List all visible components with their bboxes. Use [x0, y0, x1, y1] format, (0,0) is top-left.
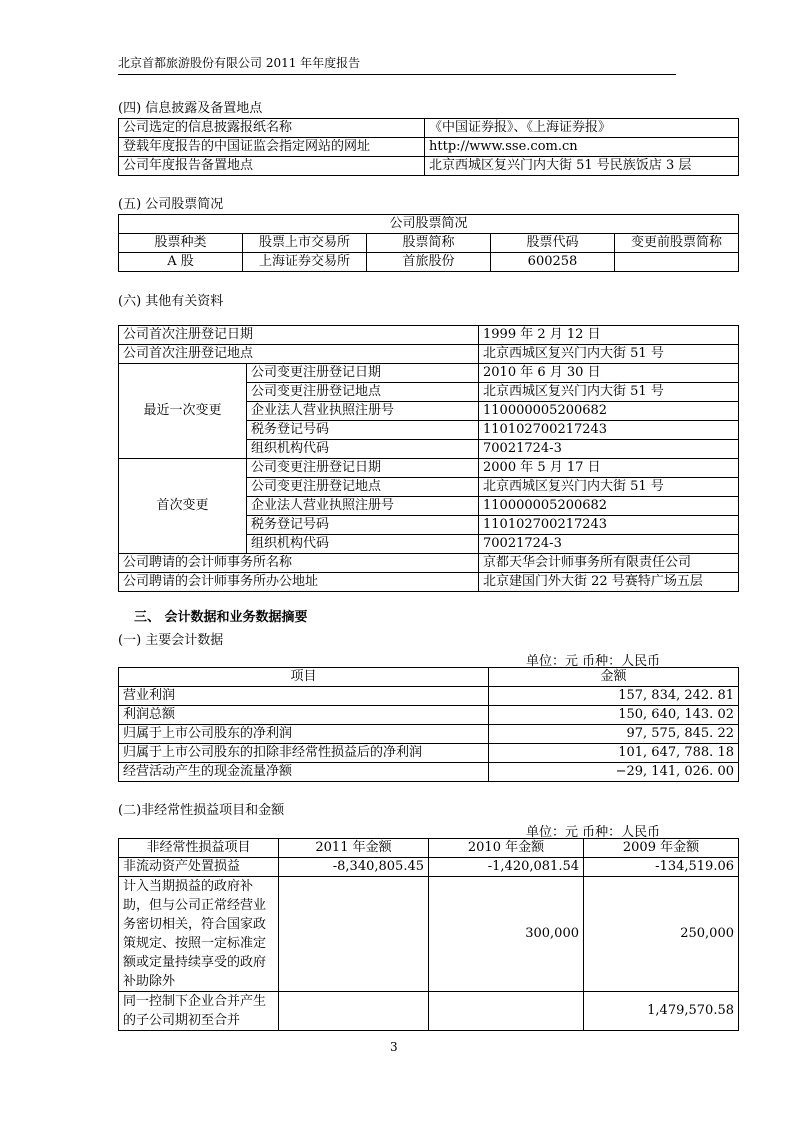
disclosure-value: http://www.sse.com.cn: [425, 138, 739, 157]
auditor-label: 公司聘请的会计师事务所名称: [119, 554, 479, 573]
unit-note-2: 单位：元 币种：人民币: [526, 825, 661, 840]
non-recurring-heading: (二)非经常性损益项目和金额: [118, 803, 285, 818]
amount-2009: 250,000: [584, 877, 739, 992]
change-value: 北京西城区复兴门内大街 51 号: [479, 478, 739, 497]
non-recurring-table: [118, 838, 739, 1031]
change-value: 110102700217243: [479, 516, 739, 535]
section-4-heading: (四) 信息披露及备置地点: [118, 101, 263, 116]
stock-type: A 股: [119, 253, 243, 272]
col-header: 非经常性损益项目: [119, 839, 279, 858]
table-row: [119, 253, 739, 272]
table-row: [119, 157, 739, 176]
col-header: 金额: [489, 668, 739, 687]
stock-table: [118, 214, 739, 272]
reg-addr-value: 北京西城区复兴门内大街 51 号: [479, 345, 739, 364]
amount-cell: 101, 647, 788. 18: [489, 744, 739, 763]
amount-2010: -1,420,081.54: [429, 858, 584, 877]
section-6-heading: (六) 其他有关资料: [118, 294, 224, 309]
amount-cell: 150, 640, 143. 02: [489, 706, 739, 725]
section-3-heading: 三、 会计数据和业务数据摘要: [134, 610, 308, 625]
amount-2011: [279, 992, 429, 1031]
change-value: 2010 年 6 月 30 日: [479, 364, 739, 383]
table-row: [119, 119, 739, 138]
col-header: 2010 年金额: [429, 839, 584, 858]
disclosure-label: 公司选定的信息披露报纸名称: [119, 119, 425, 138]
table-row: [119, 138, 739, 157]
latest-change-group: 最近一次变更: [119, 364, 247, 459]
reg-date-label: 公司首次注册登记日期: [119, 326, 479, 345]
change-value: 70021724-3: [479, 535, 739, 554]
amount-cell: 97, 575, 845. 22: [489, 725, 739, 744]
item-cell: 同一控制下企业合并产生的子公司期初至合并: [119, 992, 279, 1031]
change-value: 2000 年 5 月 17 日: [479, 459, 739, 478]
auditor-addr-value: 北京建国门外大街 22 号赛特广场五层: [479, 573, 739, 592]
stock-previous-name: [615, 253, 739, 272]
col-header: 股票简称: [367, 234, 491, 253]
change-label: 组织机构代码: [247, 440, 479, 459]
col-header: 变更前股票简称: [615, 234, 739, 253]
amount-2009: 1,479,570.58: [584, 992, 739, 1031]
first-change-group: 首次变更: [119, 459, 247, 554]
col-header: 2009 年金额: [584, 839, 739, 858]
amount-cell: 157, 834, 242. 81: [489, 687, 739, 706]
report-header: 北京首都旅游股份有限公司 2011 年年度报告: [118, 56, 361, 70]
change-label: 公司变更注册登记日期: [247, 459, 479, 478]
amount-2010: 300,000: [429, 877, 584, 992]
amount-2010: [429, 992, 584, 1031]
table-row: [119, 364, 739, 383]
table-header-row: [119, 839, 739, 858]
item-cell: 非流动资产处置损益: [119, 858, 279, 877]
stock-code: 600258: [491, 253, 615, 272]
disclosure-table: [118, 118, 739, 176]
table-row: [119, 763, 739, 782]
table-row: [119, 326, 739, 345]
stock-exchange: 上海证券交易所: [243, 253, 367, 272]
change-value: 110000005200682: [479, 497, 739, 516]
table-title-row: [119, 215, 739, 234]
disclosure-value: 《中国证券报》、《上海证券报》: [425, 119, 739, 138]
change-label: 企业法人营业执照注册号: [247, 497, 479, 516]
main-data-heading: (一) 主要会计数据: [118, 633, 224, 648]
table-row: [119, 345, 739, 364]
table-row: [119, 858, 739, 877]
change-label: 公司变更注册登记地点: [247, 478, 479, 497]
page-number: 3: [390, 1040, 398, 1054]
change-label: 税务登记号码: [247, 516, 479, 535]
reg-addr-label: 公司首次注册登记地点: [119, 345, 479, 364]
stock-table-title: 公司股票简况: [119, 215, 739, 234]
item-cell: 归属于上市公司股东的净利润: [119, 725, 489, 744]
table-header-row: [119, 234, 739, 253]
auditor-addr-label: 公司聘请的会计师事务所办公地址: [119, 573, 479, 592]
change-value: 北京西城区复兴门内大街 51 号: [479, 383, 739, 402]
table-row: [119, 744, 739, 763]
change-value: 70021724-3: [479, 440, 739, 459]
col-header: 股票种类: [119, 234, 243, 253]
col-header: 股票上市交易所: [243, 234, 367, 253]
registration-table: [118, 325, 739, 592]
stock-short-name: 首旅股份: [367, 253, 491, 272]
item-cell: 利润总额: [119, 706, 489, 725]
col-header: 项目: [119, 668, 489, 687]
disclosure-value: 北京西城区复兴门内大街 51 号民族饭店 3 层: [425, 157, 739, 176]
table-row: [119, 554, 739, 573]
change-label: 税务登记号码: [247, 421, 479, 440]
table-row: [119, 687, 739, 706]
change-value: 110000005200682: [479, 402, 739, 421]
amount-cell: −29, 141, 026. 00: [489, 763, 739, 782]
table-row: [119, 725, 739, 744]
section-5-heading: (五) 公司股票简况: [118, 197, 224, 212]
change-value: 110102700217243: [479, 421, 739, 440]
header-rule: [118, 74, 676, 75]
disclosure-label: 公司年度报告备置地点: [119, 157, 425, 176]
table-row: [119, 573, 739, 592]
item-cell: 归属于上市公司股东的扣除非经常性损益后的净利润: [119, 744, 489, 763]
change-label: 组织机构代码: [247, 535, 479, 554]
table-row: [119, 992, 739, 1031]
disclosure-label: 登载年度报告的中国证监会指定网站的网址: [119, 138, 425, 157]
change-label: 公司变更注册登记地点: [247, 383, 479, 402]
main-data-table: [118, 667, 739, 782]
item-cell: 经营活动产生的现金流量净额: [119, 763, 489, 782]
amount-2009: -134,519.06: [584, 858, 739, 877]
table-header-row: [119, 668, 739, 687]
table-row: [119, 459, 739, 478]
col-header: 股票代码: [491, 234, 615, 253]
change-label: 公司变更注册登记日期: [247, 364, 479, 383]
amount-2011: [279, 877, 429, 992]
auditor-value: 京都天华会计师事务所有限责任公司: [479, 554, 739, 573]
change-label: 企业法人营业执照注册号: [247, 402, 479, 421]
item-cell: 营业利润: [119, 687, 489, 706]
table-row: [119, 877, 739, 992]
table-row: [119, 706, 739, 725]
item-cell: 计入当期损益的政府补助，但与公司正常经营业务密切相关，符合国家政策规定、按照一定标准定额或定量持续享受的政府补助除外: [119, 877, 279, 992]
reg-date-value: 1999 年 2 月 12 日: [479, 326, 739, 345]
col-header: 2011 年金额: [279, 839, 429, 858]
amount-2011: -8,340,805.45: [279, 858, 429, 877]
unit-note: 单位：元 币种：人民币: [526, 654, 661, 669]
